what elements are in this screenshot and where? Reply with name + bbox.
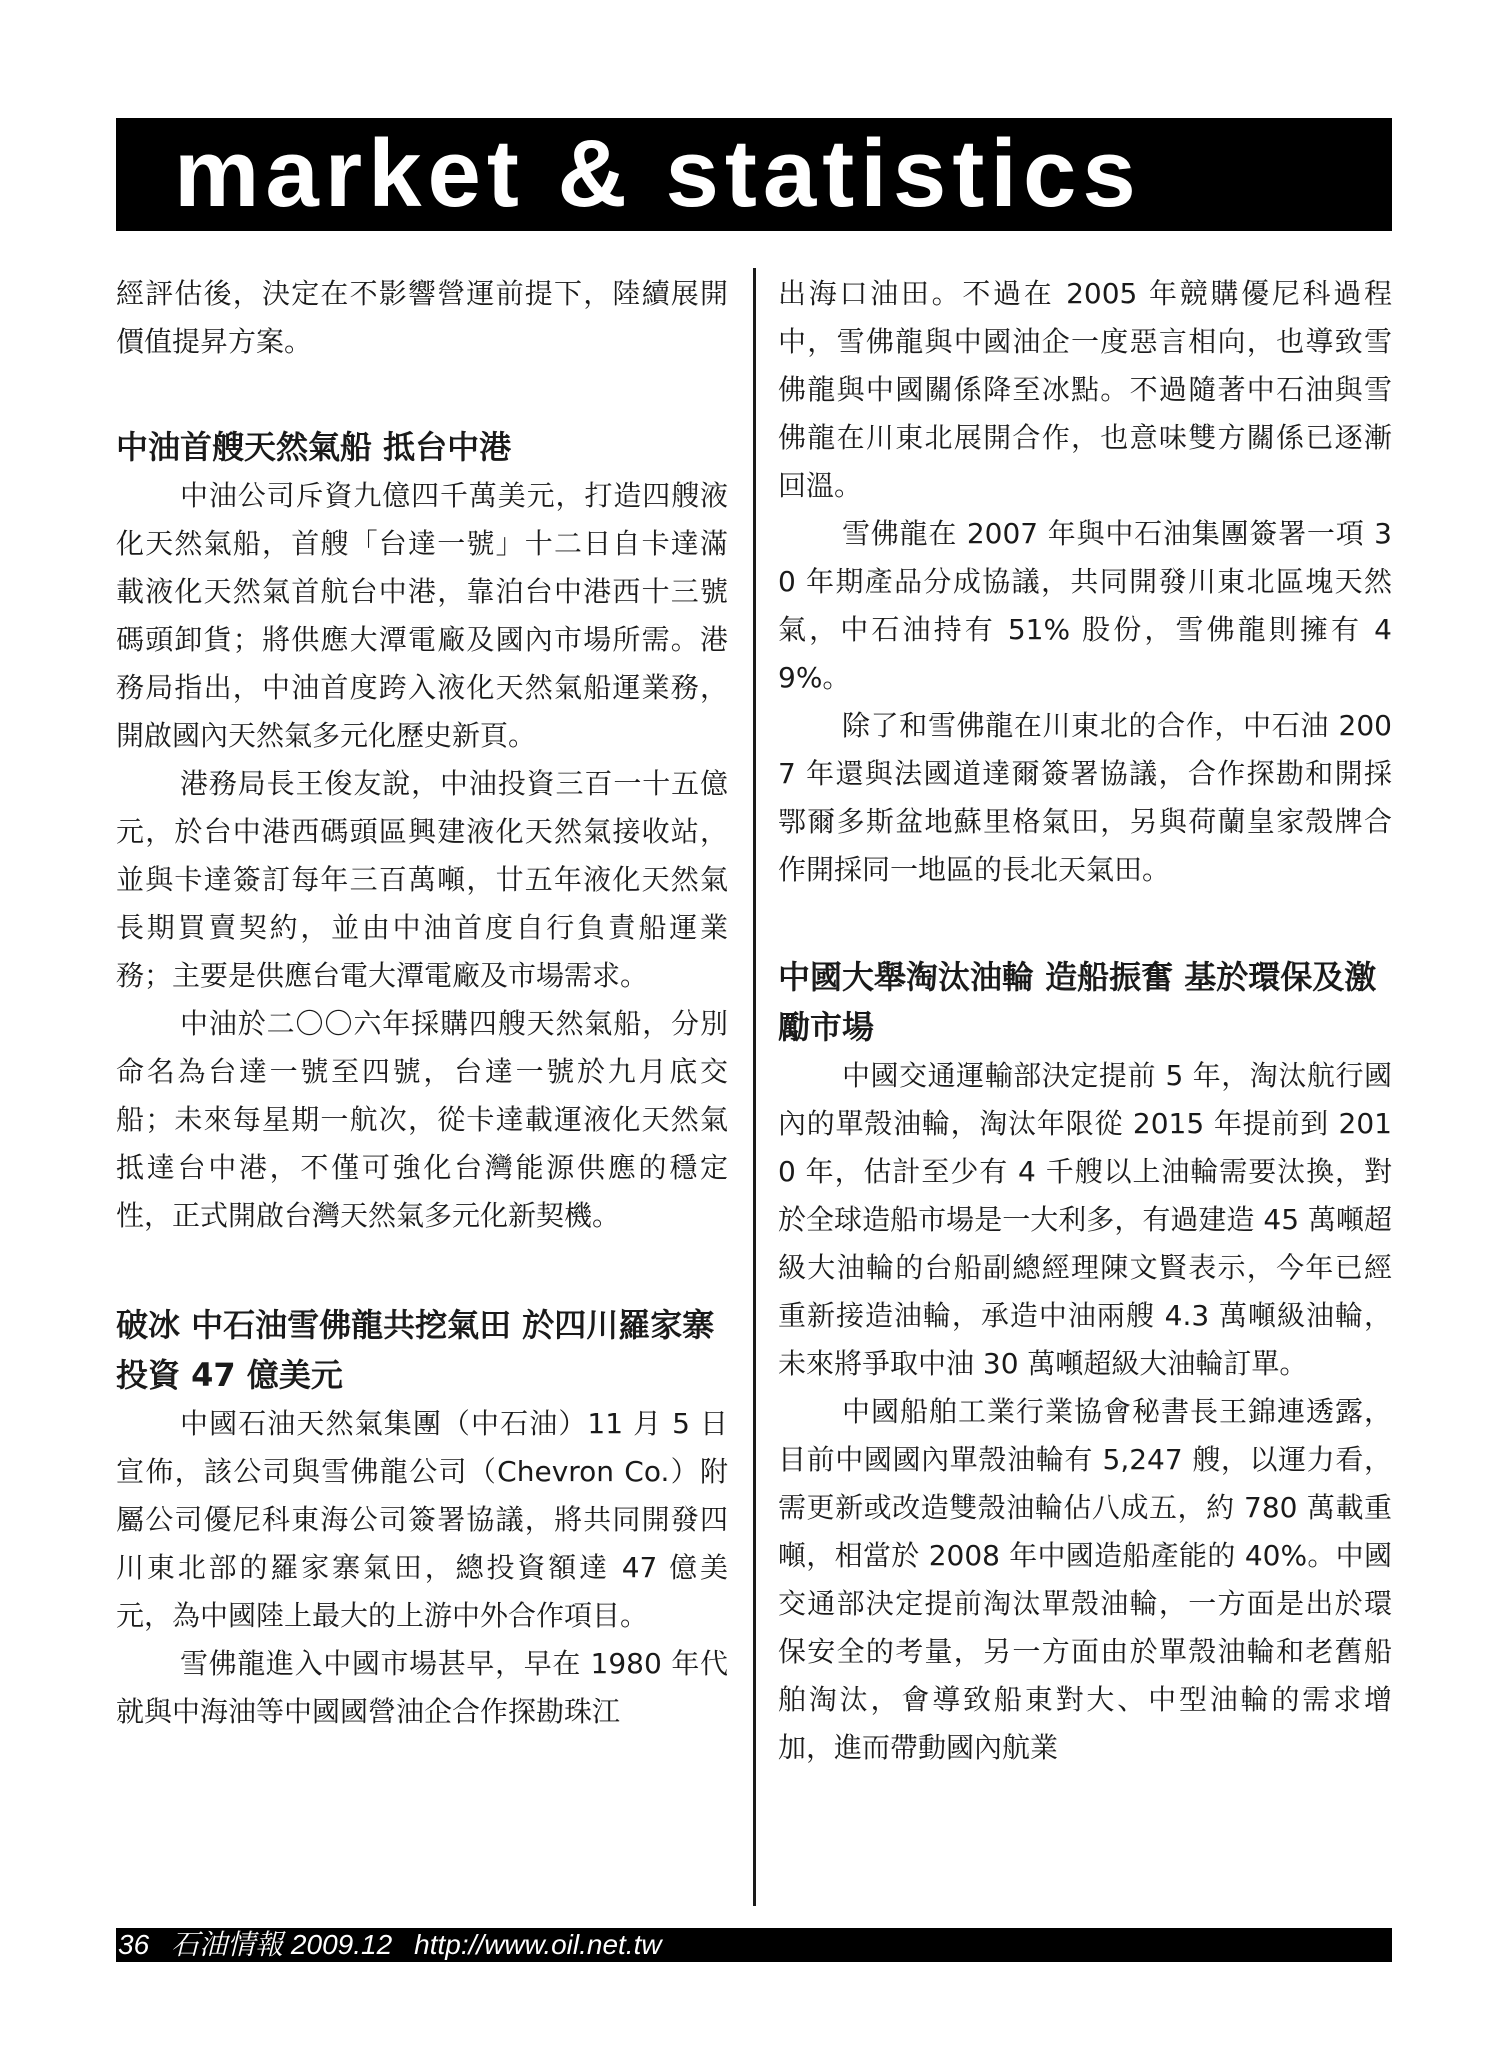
article-paragraph: 中油公司斥資九億四千萬美元，打造四艘液化天然氣船，首艘「台達一號」十二日自卡達滿載液化天然氣首航台中港，靠泊台中港西十三號碼頭卸貨；將供應大潭電廠及國內市場所需。港務局指出，中油首度跨入液化天然氣船運業務，開啟國內天然氣多元化歷史新頁。	[116, 479, 728, 752]
article-paragraph: 中油於二〇〇六年採購四艘天然氣船，分別命名為台達一號至四號，台達一號於九月底交船；未來每星期一航次，從卡達載運液化天然氣抵達台中港，不僅可強化台灣能源供應的穩定性，正式開啟台灣天然氣多元化新契機。	[116, 1007, 728, 1232]
footer-text	[118, 1928, 684, 1962]
article-paragraph: 除了和雪佛龍在川東北的合作，中石油 2007 年還與法國道達爾簽署協議，合作探勘和開採鄂爾多斯盆地蘇里格氣田，另與荷蘭皇家殼牌合作開採同一地區的長北天氣田。	[778, 709, 1392, 886]
article-paragraph: 雪佛龍進入中國市場甚早，早在 1980 年代就與中海油等中國國營油企合作探勘珠江	[116, 1647, 728, 1728]
article-heading-tankers: 中國大舉淘汰油輪 造船振奮 基於環保及激勵市場	[778, 958, 1377, 1046]
article-paragraph: 中國交通運輸部決定提前 5 年，淘汰航行國內的單殼油輪，淘汰年限從 2015 年提前到 2010 年，估計至少有 4 千艘以上油輪需要汰換，對於全球造船市場是一大利多，有過建造 45 萬噸超級大油輪的台船副總經理陳文賢表示，今年已經重新接造油輪，承造中油兩艘 4.3 萬噸級油輪，未來將爭取中油 30 萬噸超級大油輪訂單。	[778, 1059, 1392, 1380]
left-column	[116, 270, 728, 1736]
section-title: market & statistics	[174, 120, 1142, 227]
article-heading-chevron: 破冰 中石油雪佛龍共挖氣田 於四川羅家寨投資 47 億美元	[116, 1306, 715, 1394]
article-heading-lng-ship: 中油首艘天然氣船 抵台中港	[116, 428, 512, 466]
publication-name: 石油情報 2009.12	[171, 1929, 393, 1960]
column-divider	[753, 268, 756, 1906]
article-paragraph: 港務局長王俊友說，中油投資三百一十五億元，於台中港西碼頭區興建液化天然氣接收站，並與卡達簽訂每年三百萬噸，廿五年液化天然氣長期買賣契約，並由中油首度自行負責船運業務；主要是供應台電大潭電廠及市場需求。	[116, 767, 728, 992]
article-paragraph: 出海口油田。不過在 2005 年競購優尼科過程中，雪佛龍與中國油企一度惡言相向，也導致雪佛龍與中國關係降至冰點。不過隨著中石油與雪佛龍在川東北展開合作，也意味雙方關係已逐漸回溫。	[778, 277, 1392, 502]
article-paragraph: 中國石油天然氣集團（中石油）11 月 5 日宣佈，該公司與雪佛龍公司（Chevron Co.）附屬公司優尼科東海公司簽署協議，將共同開發四川東北部的羅家寨氣田，總投資額達 47 億美元，為中國陸上最大的上游中外合作項目。	[116, 1407, 728, 1632]
page-number: 36	[118, 1929, 150, 1960]
section-banner	[116, 118, 1392, 231]
right-column	[778, 270, 1392, 1772]
intro-paragraph: 經評估後，決定在不影響營運前提下，陸續展開價值提昇方案。	[116, 277, 728, 358]
website-url: http://www.oil.net.tw	[414, 1929, 662, 1960]
page-footer	[116, 1928, 1392, 1962]
article-paragraph: 中國船舶工業行業協會秘書長王錦連透露，目前中國國內單殼油輪有 5,247 艘，以運力看，需更新或改造雙殼油輪佔八成五，約 780 萬載重噸，相當於 2008 年中國造船產能的 40%。中國交通部決定提前淘汰單殼油輪，一方面是出於環保安全的考量，另一方面由於單殼油輪和老舊船舶淘汰，會導致船東對大、中型油輪的需求增加，進而帶動國內航業	[778, 1395, 1392, 1764]
article-paragraph: 雪佛龍在 2007 年與中石油集團簽署一項 30 年期產品分成協議，共同開發川東北區塊天然氣，中石油持有 51% 股份，雪佛龍則擁有 49%。	[778, 517, 1392, 694]
